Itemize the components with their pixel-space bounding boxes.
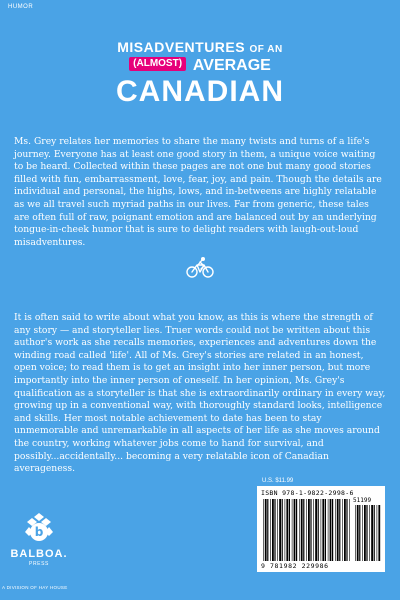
publisher-division: A DIVISION OF HAY HOUSE [2, 585, 68, 590]
barcode-bar [294, 499, 296, 561]
barcode-bar [359, 505, 360, 561]
barcode-bar [306, 499, 307, 561]
barcode-addon-digits: 51199 [353, 497, 372, 504]
barcode-bar [325, 499, 326, 561]
barcode-bar [289, 499, 290, 561]
price-label: U.S. $11.99 [262, 478, 294, 484]
barcode-bar [374, 505, 375, 561]
barcode-bars [263, 499, 351, 561]
title-word-misadventures: MISADVENTURES [117, 39, 246, 55]
barcode-bar [318, 499, 319, 561]
barcode-bar [299, 499, 300, 561]
barcode-bar [272, 499, 274, 561]
barcode-bar [321, 499, 322, 561]
publisher-sub: PRESS [29, 561, 49, 567]
balboa-logo-icon [24, 512, 54, 546]
barcode-bar [282, 499, 283, 561]
title-word-of-an: OF AN [249, 44, 283, 55]
barcode-bar [344, 499, 346, 561]
svg-text:b: b [34, 525, 44, 539]
barcode-bar [267, 499, 268, 561]
barcode-bar [265, 499, 267, 561]
title-line-1 [0, 40, 400, 55]
barcode-bar [274, 499, 275, 561]
isbn-number: ISBN 978-1-9822-2998-6 [261, 489, 354, 497]
publisher-logo-block [4, 512, 74, 567]
barcode-bar [366, 505, 367, 561]
barcode-bar [364, 505, 366, 561]
barcode-bar [310, 499, 311, 561]
barcode-bar [279, 499, 281, 561]
barcode-bar [286, 499, 288, 561]
book-title [0, 40, 400, 107]
barcode-bar [301, 499, 303, 561]
barcode-bar [303, 499, 304, 561]
genre-label: HUMOR [8, 4, 34, 10]
barcode-bar [378, 505, 380, 561]
barcode-bar [349, 499, 350, 561]
barcode-bar [371, 505, 373, 561]
barcode-bar [369, 505, 370, 561]
title-word-almost: (ALMOST) [129, 57, 186, 71]
isbn-barcode [257, 486, 385, 572]
barcode-bar [362, 505, 363, 561]
barcode-bar [335, 499, 336, 561]
barcode-bar [377, 505, 378, 561]
barcode-bar [296, 499, 297, 561]
blurb-paragraph-1: Ms. Grey relates her memories to share the many twists and turns of a life's journey. Everyone has at least one good story in them, a unique voice waiting to be heard. Collected within these pages are not one but many good stories filled with fun, embarrassment, love, fear, joy, and pain. Though the details are individual and personal, the highs, lows, and in-betweens are highly relatable as we all travel such myriad paths in our lives. Far from generic, these tales are often full of raw, poignant emotion and are balanced out by an underlying tongue-in-cheek humor that is sure to delight readers with laugh-out-loud misadventures. [14, 136, 382, 248]
barcode-bar [332, 499, 333, 561]
publisher-name: BALBOA. [10, 548, 68, 560]
barcode-bar [322, 499, 324, 561]
title-word-average: AVERAGE [192, 57, 271, 74]
barcode-bar [285, 499, 286, 561]
barcode-bar [330, 499, 332, 561]
barcode-bar [328, 499, 329, 561]
blurb-paragraph-2: It is often said to write about what you know, as this is where the strength of any story — and storyteller lies. Truer words could not be written about this author's work as she recalls memories, experiences and adventures down the winding road called 'life'. All of Ms. Grey's stories are related in an honest, open voice; to read them is to get an insight into her inner person, but more importantly into the inner person of oneself. In her opinion, Ms. Grey's qualification as a storyteller is that she is extraordinarily ordinary in every way, growing up in a conventional way, with thoroughly standard looks, intelligence and skills. Her most notable achievement to date has been to stay unmemorable and unremarkable in all aspects of her life as she moves around the country, working whatever jobs come to hand for survival, and possibly...accidentally... becoming a very relatable icon of Canadian averageness. [14, 312, 386, 475]
barcode-digits: 9 781982 229986 [261, 562, 329, 570]
cyclist-icon [185, 256, 215, 278]
barcode-bar [357, 505, 359, 561]
barcode-addon-bars [355, 505, 381, 561]
barcode-bar [277, 499, 278, 561]
barcode-bar [342, 499, 343, 561]
barcode-bar [355, 505, 356, 561]
barcode-bar [337, 499, 339, 561]
barcode-bar [313, 499, 314, 561]
barcode-bar [263, 499, 264, 561]
title-line-2 [0, 58, 400, 74]
title-word-canadian: CANADIAN [116, 75, 284, 108]
barcode-bar [339, 499, 340, 561]
barcode-bar [292, 499, 293, 561]
barcode-bar [346, 499, 347, 561]
barcode-bar [308, 499, 310, 561]
barcode-bar [270, 499, 271, 561]
barcode-bar [315, 499, 317, 561]
